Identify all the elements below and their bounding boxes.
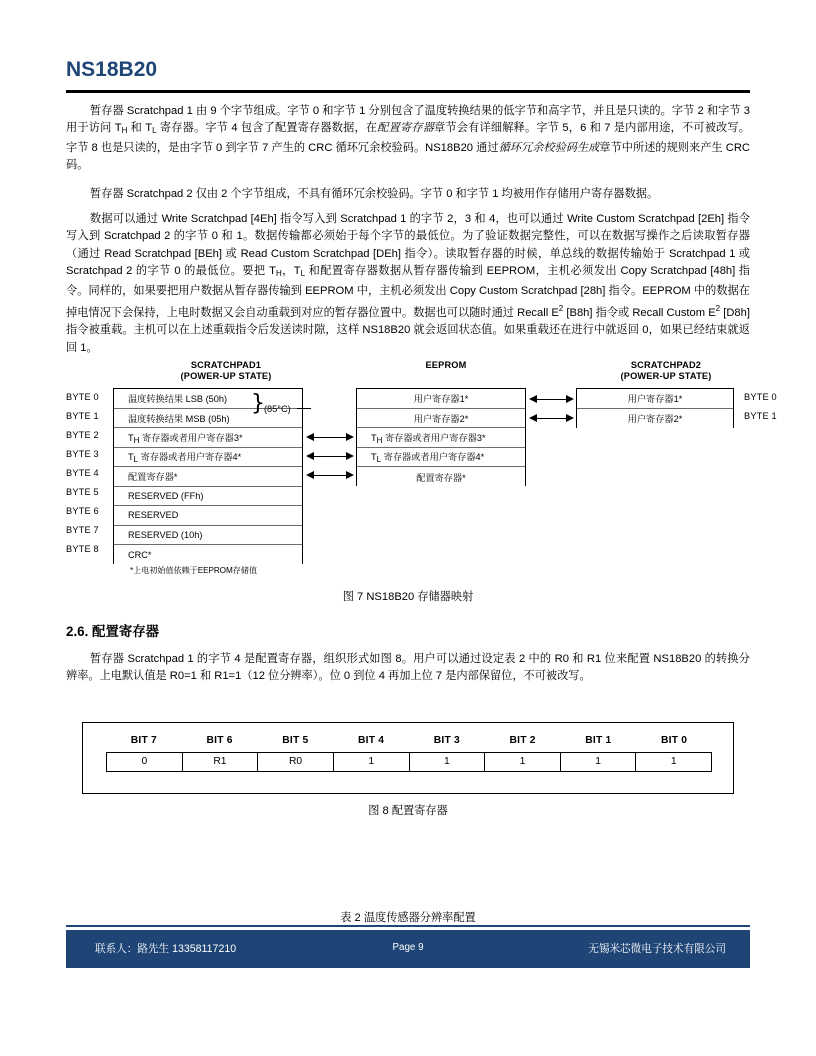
page-footer [66, 930, 750, 968]
scratchpad1-row-6 [114, 506, 302, 526]
eeprom-row-0-text: 用户寄存器1* [413, 394, 469, 405]
figure-8-caption: 图 8 配置寄存器 [368, 805, 448, 817]
scratchpad2-block [576, 388, 734, 428]
arrow-sp1-eeprom-config [306, 471, 354, 480]
left-byte-label-8: BYTE 8 [66, 544, 99, 554]
scratchpad1-row-1-text: 温度转换结果 MSB (05h) [128, 413, 230, 424]
bit-value-5: R0 [258, 753, 334, 771]
bit-header-row [106, 735, 712, 746]
eeprom-row-1-text: 用户寄存器2* [413, 413, 469, 424]
bit-header-6: BIT 6 [206, 735, 233, 746]
left-byte-label-4: BYTE 4 [66, 468, 99, 478]
left-byte-label-3: BYTE 3 [66, 449, 99, 459]
scratchpad2-row-1 [577, 409, 733, 429]
bit-value-0: 1 [670, 756, 677, 767]
scratchpad1-row-3: $T_L$ 寄存器或者用户寄存器4* [114, 448, 302, 468]
eeprom-row-1 [357, 409, 525, 429]
scratchpad1-row-5 [114, 487, 302, 507]
scratchpad1-title-line2: (POWER-UP STATE) [180, 371, 272, 381]
footer-company: 无锡米芯微电子技术有限公司 [588, 943, 726, 955]
left-byte-label-6: BYTE 6 [66, 506, 99, 516]
arrow-sp1-eeprom-tl [306, 452, 354, 461]
paragraph-1: 暂存器 Scratchpad 1 由 9 个字节组成。字节 0 和字节 1 分别包含了温度转换结果的低字节和高字节，并且是只读的。字节 2 和字节 3 用于访问 $T_H$ 和 $T_L$ 寄存器。字节 4 包含了配置寄存器数据，在配置寄存器章节会有详细解释。字节 5，6 和 7 是内部用途，不可被改写。字节 8 也是只读的，是由字节 0 到字节 7 产生的 CRC 循环冗余校验码。NS18B20 通过循环冗余校验码生成章节中所述的规则来产生 CRC 码。 [66, 105, 750, 172]
paragraph-3: 数据可以通过 Write Scratchpad [4Eh] 指令写入到 Scratchpad 1 的字节 2，3 和 4，也可以通过 Write Custom Scratchpad [2Eh] 指令写入到 Scratchpad 2 的字节 0 和 1。数据传输都必须始于每个字节的最低位。为了验证数据完整性，可以在数据写操作之后读取暂存器（通过 Read Scratchpad [BEh] 或 Read Custom Scratchpad [DEh] 指令）。读取暂存器的时候，单总线的数据传输始于 Scratchpad 1 或 Scratchpad 2 的字节 0 的最低位。要把 $T_H$，$T_L$ 和配置寄存器数据从暂存器传输到 EEPROM，主机必须发出 Copy Scratchpad [48h] 指令。同样的，如果要把用户数据从暂存器传输到 EEPROM 中，主机必须发出 Copy Custom Scratchpad [28h] 指令。EEPROM 中的数据在掉电情况下会保持，上电时数据又会自动重载到对应的暂存器位置中。数据也可以随时通过 Recall $E^2$ [B8h] 指令或 Recall Custom $E^2$ [D8h] 指令被重载。主机可以在上述重载指令后发送读时隙，这样 NS18B20 就会返回状态值。如果重载还在进行中就返回 0，如果已经结束就返回 1。 [66, 213, 750, 354]
scratchpad1-row-2: $T_H$ 寄存器或者用户寄存器3* [114, 428, 302, 448]
temperature-tick-line [297, 408, 311, 409]
bit-header-2: BIT 2 [509, 735, 536, 746]
eeprom-row-2: $T_H$ 寄存器或者用户寄存器3* [357, 428, 525, 448]
scratchpad1-row-4 [114, 467, 302, 487]
scratchpad2-row-0 [577, 389, 733, 409]
paragraph-4: 暂存器 Scratchpad 1 的字节 4 是配置寄存器，组织形式如图 8。用户可以通过设定表 2 中的 R0 和 R1 位来配置 NS18B20 的转换分辨率。上电默认值是 R0=1 和 R1=1（12 位分辨率）。位 0 到位 4 再加上位 7 是内部保留位，不可被改写。 [66, 653, 750, 683]
paragraph-2: 暂存器 Scratchpad 2 仅由 2 个字节组成，不具有循环冗余校验码。字节 0 和字节 1 均被用作存储用户寄存器数据。 [90, 188, 659, 200]
eeprom-row-4-text: 配置寄存器* [416, 472, 466, 483]
scratchpad1-row-5-text: RESERVED (FFh) [128, 490, 204, 501]
inline-italic-crc-gen: 循环冗余校验码生成 [498, 141, 600, 154]
scratchpad1-row-7-text: RESERVED (10h) [128, 529, 203, 540]
eeprom-row-4 [357, 467, 525, 487]
bit-value-2: 1 [485, 753, 561, 771]
eeprom-title [356, 360, 536, 371]
bit-value-3: 1 [410, 753, 486, 771]
footer-contact: 联系人：路先生 13358117210 [95, 943, 237, 955]
inline-italic-config-reg: 配置寄存器 [377, 122, 435, 135]
right-byte-label-1: BYTE 1 [744, 411, 777, 421]
scratchpad1-row-8 [114, 545, 302, 565]
scratchpad1-title [126, 360, 326, 382]
scratchpad1-row-7 [114, 526, 302, 546]
figure-7-footnote: *上电初始值依赖于EEPROM存储值 [130, 566, 257, 575]
bit-header-7: BIT 7 [130, 735, 157, 746]
scratchpad2-row-1-text: 用户寄存器2* [627, 414, 683, 425]
scratchpad1-row-8-text: CRC* [128, 549, 152, 560]
scratchpad2-row-0-text: 用户寄存器1* [627, 394, 683, 405]
scratchpad1-row-6-text: RESERVED [128, 510, 179, 521]
bit-header-1: BIT 1 [585, 735, 612, 746]
left-byte-label-7: BYTE 7 [66, 525, 99, 535]
scratchpad1-title-line1: SCRATCHPAD1 [190, 360, 262, 370]
eeprom-title-line1: EEPROM [425, 360, 467, 370]
right-byte-label-0: BYTE 0 [744, 392, 777, 402]
table-2-caption: 表 2 温度传感器分辨率配置 [340, 912, 476, 924]
bit-header-0: BIT 0 [661, 735, 688, 746]
section-heading-2-6: 2.6. 配置寄存器 [66, 624, 160, 639]
figure-8-config-register [82, 722, 734, 794]
footer-divider [66, 925, 750, 927]
bit-value-7: 0 [107, 753, 183, 771]
eeprom-row-0 [357, 389, 525, 409]
eeprom-row-3: $T_L$ 寄存器或者用户寄存器4* [357, 448, 525, 468]
scratchpad2-title-line1: SCRATCHPAD2 [630, 360, 702, 370]
footer-page-number: Page 9 [392, 942, 424, 953]
figure-7-caption: 图 7 NS18B20 存储器映射 [342, 591, 474, 603]
temperature-brace: } [251, 391, 265, 416]
bit-value-1: 1 [561, 753, 637, 771]
left-byte-label-5: BYTE 5 [66, 487, 99, 497]
temperature-annotation: (85°C) [264, 404, 291, 414]
left-byte-label-1: BYTE 1 [66, 411, 99, 421]
arrow-sp1-eeprom-th [306, 433, 354, 442]
eeprom-block [356, 388, 526, 486]
figure-7-memory-map [66, 360, 777, 575]
bit-value-row [106, 752, 712, 772]
arrow-eeprom-sp2-user2 [529, 414, 574, 423]
scratchpad2-title-line2: (POWER-UP STATE) [620, 371, 712, 381]
scratchpad1-row-0-text: 温度转换结果 LSB (50h) [128, 394, 228, 405]
scratchpad2-title [576, 360, 756, 382]
left-byte-label-2: BYTE 2 [66, 430, 99, 440]
left-byte-label-0: BYTE 0 [66, 392, 99, 402]
bit-value-6: R1 [183, 753, 259, 771]
arrow-eeprom-sp2-user1 [529, 395, 574, 404]
header-divider [66, 90, 750, 93]
bit-header-3: BIT 3 [433, 735, 460, 746]
bit-header-5: BIT 5 [282, 735, 309, 746]
bit-value-4: 1 [334, 753, 410, 771]
scratchpad1-block [113, 388, 303, 564]
scratchpad1-row-4-text: 配置寄存器* [128, 472, 178, 483]
bit-header-4: BIT 4 [358, 735, 385, 746]
page-title: NS18B20 [66, 58, 158, 81]
